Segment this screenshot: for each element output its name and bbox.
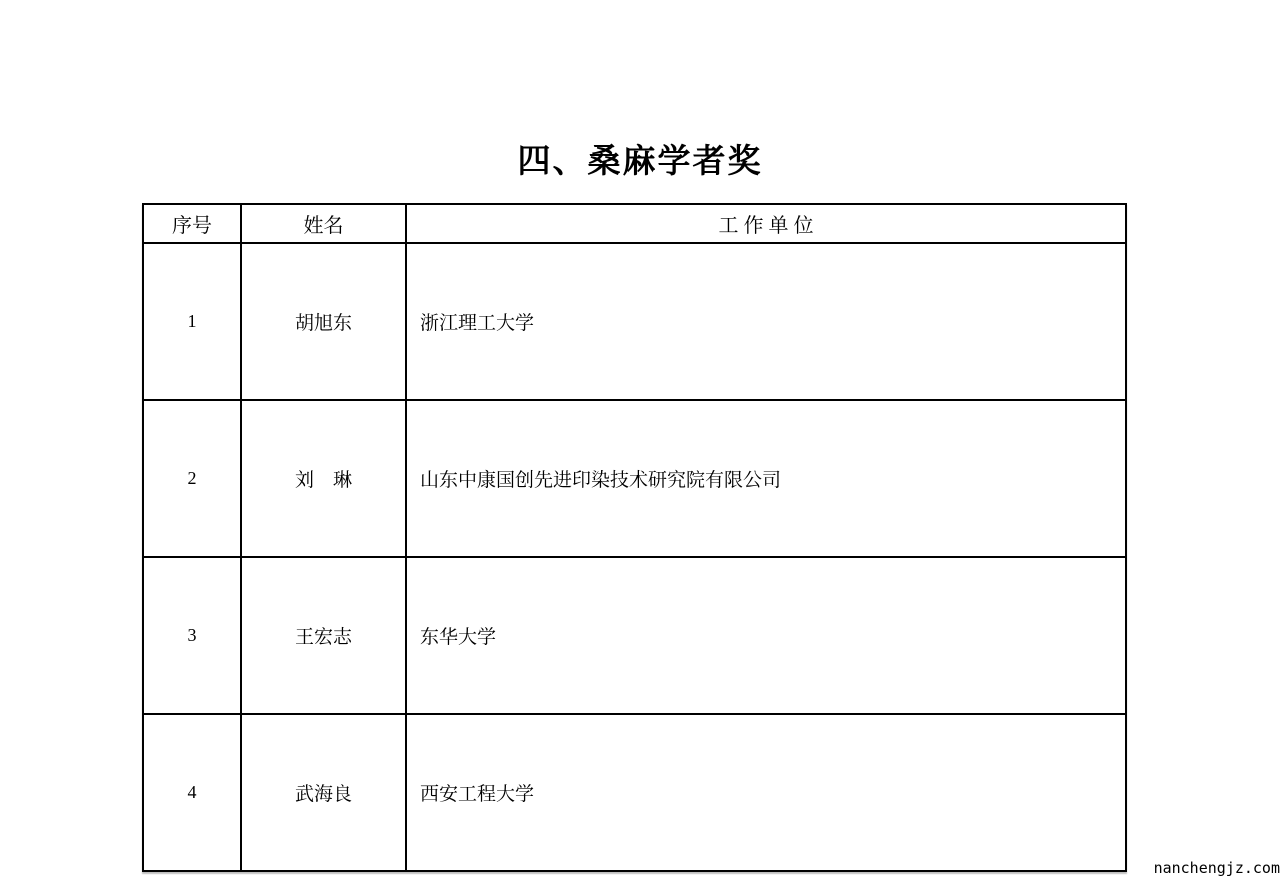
table-row: [143, 557, 1126, 714]
organization-cell: 东华大学: [406, 557, 1126, 714]
organization-cell: 西安工程大学: [406, 714, 1126, 871]
name-cell: 刘 琳: [241, 400, 406, 557]
name-cell: 胡旭东: [241, 243, 406, 400]
award-table-header: [143, 204, 1126, 243]
name-cell: 武海良: [241, 714, 406, 871]
serial-cell: 1: [143, 243, 241, 400]
header-row: [143, 204, 1126, 243]
serial-cell: 3: [143, 557, 241, 714]
name-cell: 王宏志: [241, 557, 406, 714]
table-row: [143, 714, 1126, 871]
award-table: [142, 203, 1127, 872]
header-serial: 序号: [143, 204, 241, 243]
serial-cell: 2: [143, 400, 241, 557]
organization-cell: 浙江理工大学: [406, 243, 1126, 400]
table-row: [143, 400, 1126, 557]
table-row: [143, 243, 1126, 400]
header-name: 姓名: [241, 204, 406, 243]
site-watermark: nanchengjz.com: [1153, 859, 1280, 877]
page-title: 四、桑麻学者奖: [517, 144, 763, 180]
organization-cell: 山东中康国创先进印染技术研究院有限公司: [406, 400, 1126, 557]
header-organization: 工 作 单 位: [406, 204, 1126, 243]
serial-cell: 4: [143, 714, 241, 871]
award-table-body: [143, 243, 1126, 871]
